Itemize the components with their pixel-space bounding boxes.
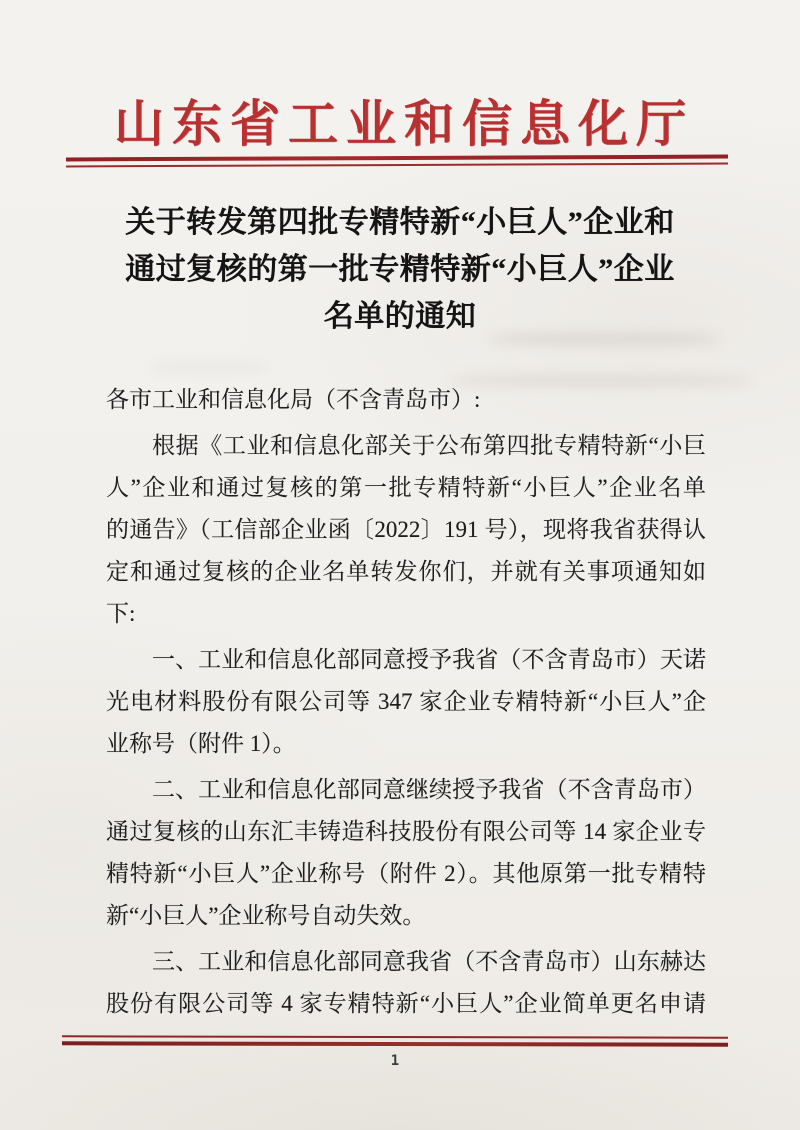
document-title-line: 关于转发第四批专精特新“小巨人”企业和 — [125, 206, 675, 239]
body-line: 人”企业和通过复核的第一批专精特新“小巨人”企业名单 — [106, 475, 706, 500]
body-line-item-2: 二、工业和信息化部同意继续授予我省（不含青岛市） — [152, 777, 706, 802]
body-line: 光电材料股份有限公司等 347 家企业专精特新“小巨人”企 — [106, 689, 706, 714]
footer-divider — [62, 1035, 728, 1046]
body-line: 新“小巨人”企业称号自动失效。 — [106, 903, 426, 928]
document-title — [0, 199, 800, 340]
body-line: 业称号（附件 1）。 — [106, 731, 296, 756]
body-line-item-3: 三、工业和信息化部同意我省（不含青岛市）山东赫达 — [152, 949, 706, 974]
body-line-item-1: 一、工业和信息化部同意授予我省（不含青岛市）天诺 — [152, 647, 706, 672]
masthead-divider — [66, 155, 728, 168]
body-line: 定和通过复核的企业名单转发你们，并就有关事项通知如 — [106, 559, 706, 584]
body-line: 股份有限公司等 4 家专精特新“小巨人”企业简单更名申请 — [106, 991, 706, 1016]
body-line: 下: — [106, 601, 136, 626]
agency-masthead: 山东省工业和信息化厅 — [114, 96, 694, 152]
body-line: 的通告》（工信部企业函〔2022〕191 号），现将我省获得认 — [106, 517, 706, 542]
page-number: 1 — [390, 1053, 400, 1069]
body-line: 根据《工业和信息化部关于公布第四批专精特新“小巨 — [152, 433, 706, 458]
footer-divider-thick-line — [62, 1041, 728, 1046]
document-title-line: 通过复核的第一批专精特新“小巨人”企业 — [125, 253, 675, 286]
bleed-through-smudge — [150, 362, 270, 372]
document-title-line: 名单的通知 — [323, 300, 477, 333]
body-line-salutation: 各市工业和信息化局（不含青岛市）: — [106, 387, 481, 412]
footer-divider-thin-line — [62, 1035, 728, 1038]
masthead-divider-thin-line — [66, 163, 728, 168]
body-line: 通过复核的山东汇丰铸造科技股份有限公司等 14 家企业专 — [106, 819, 706, 844]
body-line: 精特新“小巨人”企业称号（附件 2）。其他原第一批专精特 — [106, 861, 706, 886]
document-body — [106, 379, 706, 1025]
